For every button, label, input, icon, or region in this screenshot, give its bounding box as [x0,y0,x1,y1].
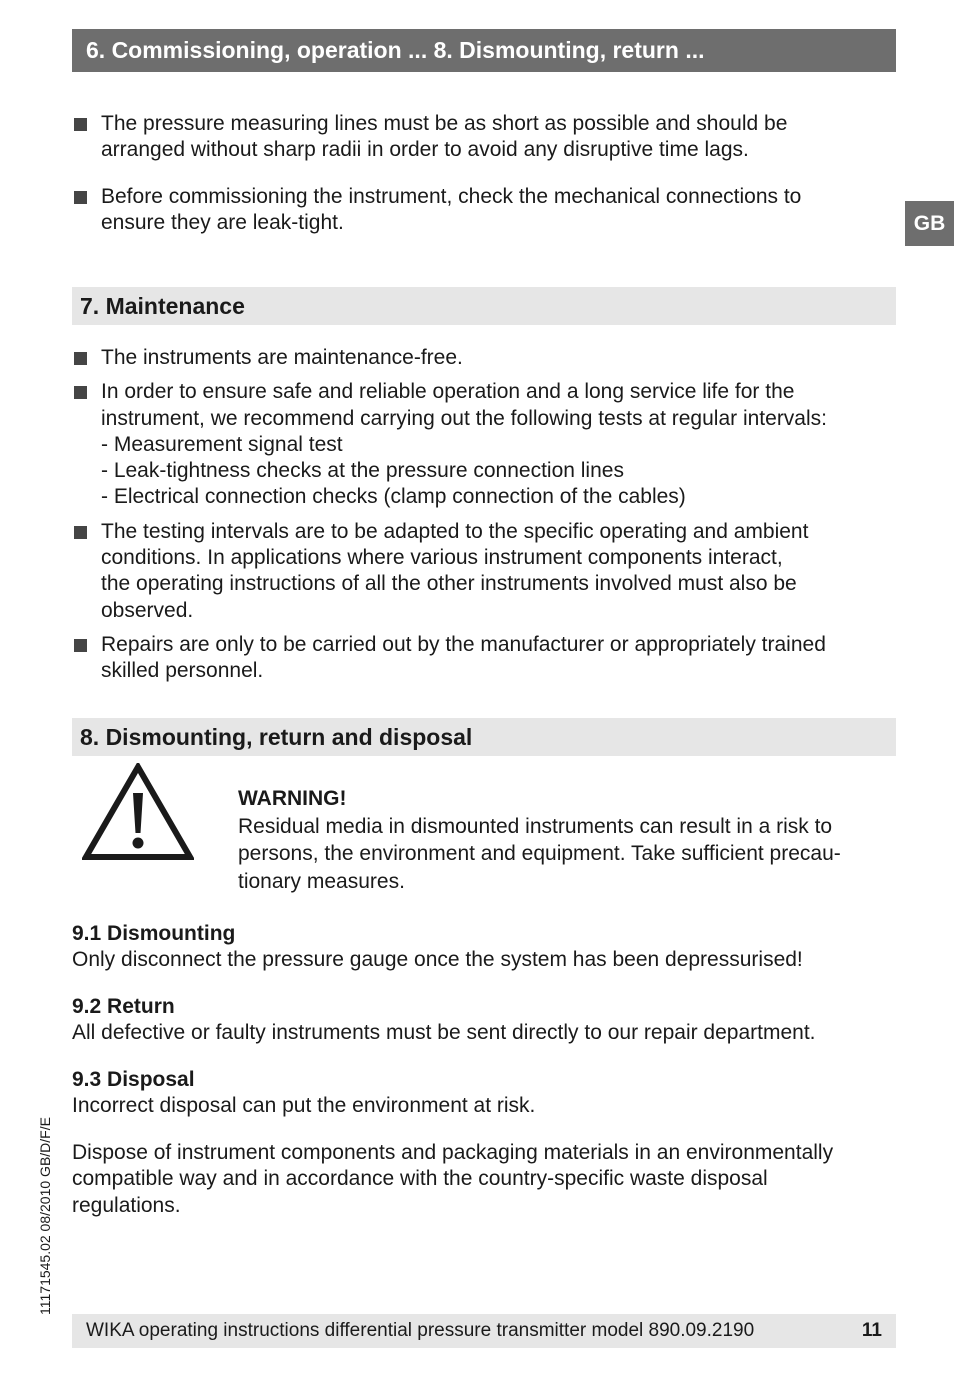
section-heading-dismounting: 8. Dismounting, return and disposal [72,718,896,756]
list-item-line: observed. [101,598,194,622]
list-item-line: the operating instructions of all the other instruments involved must also be [101,572,797,596]
paragraph-line: Dispose of instrument components and packaging materials in an environmentally [72,1141,834,1164]
list-item-line: - Measurement signal test [101,432,343,456]
list-item-line: conditions. In applications where various instrument components interact, [101,546,783,570]
document-code: 11171545.02 08/2010 GB/D/F/E [37,1117,53,1315]
list-item-line: ensure they are leak-tight. [101,210,344,234]
list-item-line: skilled personnel. [101,659,264,683]
subsection-disposal [72,1067,902,1120]
language-tab: GB [905,201,954,246]
paragraph-line: compatible way and in accordance with the country-specific waste disposal [72,1167,768,1191]
subsection-heading: 9.3 Disposal [72,1068,195,1091]
subsection-text: Incorrect disposal can put the environment at risk. [72,1094,536,1118]
list-item [72,184,801,237]
section-heading-maintenance: 7. Maintenance [72,287,896,325]
bullet-square-icon [74,118,87,131]
list-item-line: - Leak-tightness checks at the pressure connection lines [101,459,624,483]
warning-title: WARNING! [238,787,347,810]
list-item [72,379,827,510]
warning-text-line: tionary measures. [238,869,405,893]
bullet-square-icon [74,352,87,365]
list-item-line: The instruments are maintenance-free. [101,346,463,369]
list-item-line: Before commissioning the instrument, check the mechanical connections to [101,184,802,208]
page-footer [72,1314,896,1348]
subsection-dismounting [72,921,902,974]
bullet-square-icon [74,386,87,399]
list-item [72,111,801,164]
page-number: 11 [861,1320,882,1341]
warning-block [238,785,898,895]
subsection-text: Only disconnect the pressure gauge once the system has been depressurised! [72,948,803,972]
page-header: 6. Commissioning, operation ... 8. Dismounting, return ... [72,29,896,72]
disposal-paragraph [72,1140,902,1219]
warning-text-line: persons, the environment and equipment. Take sufficient precau- [238,842,841,865]
list-item-line: Repairs are only to be carried out by the manufacturer or appropriately trained [101,632,826,656]
list-item [72,519,827,624]
list-item-line: In order to ensure safe and reliable operation and a long service life for the [101,380,795,404]
maintenance-list [72,345,827,685]
subsection-heading: 9.2 Return [72,995,175,1018]
paragraph-line: regulations. [72,1193,181,1217]
list-item [72,632,827,685]
list-item-line: The pressure measuring lines must be as short as possible and should be [101,112,788,135]
list-item-line: The testing intervals are to be adapted to the specific operating and ambient [101,519,809,543]
list-item-line: - Electrical connection checks (clamp connection of the cables) [101,485,686,509]
subsection-text: All defective or faulty instruments must be sent directly to our repair department. [72,1021,816,1045]
subsection-heading: 9.1 Dismounting [72,922,236,945]
footer-text: WIKA operating instructions differential pressure transmitter model 890.09.2190 [86,1320,755,1341]
bullet-square-icon [74,639,87,652]
commissioning-list [72,111,801,236]
list-item-line: arranged without sharp radii in order to avoid any disruptive time lags. [101,138,749,162]
bullet-square-icon [74,526,87,539]
warning-text-line: Residual media in dismounted instruments can result in a risk to [238,814,833,838]
bullet-square-icon [74,191,87,204]
subsection-return [72,994,902,1047]
list-item-line: instrument, we recommend carrying out the following tests at regular intervals: [101,406,827,430]
warning-triangle-icon [82,763,194,861]
list-item [72,345,827,371]
